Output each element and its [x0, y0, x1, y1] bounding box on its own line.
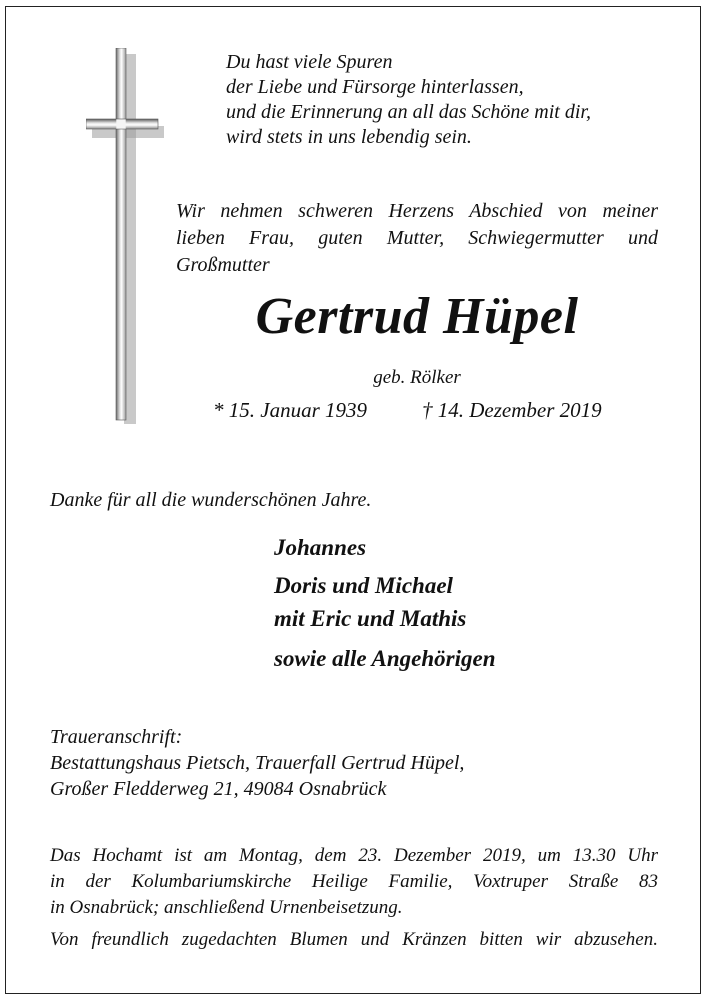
mourner-line: mit Eric und Mathis [274, 606, 467, 631]
address-line: Großer Fledderweg 21, 49084 Osnabrück [50, 778, 387, 800]
intro-line: lieben Frau, guten Mutter, Schwiegermutter und [176, 227, 658, 249]
death-date: † 14. Dezember 2019 [422, 398, 602, 422]
flowers-note: Von freundlich zugedachten Blumen und Kränzen bitten wir abzusehen. [50, 929, 658, 950]
service-line: Das Hochamt ist am Montag, dem 23. Dezember 2019, um 13.30 Uhr [50, 845, 658, 866]
farewell-intro [176, 198, 658, 279]
verse-line: und die Erinnerung an all das Schöne mit dir, [226, 101, 591, 123]
verse-line: Du hast viele Spuren [226, 51, 393, 73]
verse-line: wird stets in uns lebendig sein. [226, 126, 472, 148]
address-line: Bestattungshaus Pietsch, Trauerfall Gertrud Hüpel, [50, 752, 465, 774]
intro-line: Wir nehmen schweren Herzens Abschied von meiner [176, 200, 658, 222]
mourner-line: Doris und Michael [274, 573, 453, 598]
address-line: Traueranschrift: [50, 726, 183, 748]
verse-line: der Liebe und Fürsorge hinterlassen, [226, 76, 524, 98]
memorial-verse [226, 50, 591, 150]
birth-name: geb. Rölker [373, 367, 461, 388]
cross-icon [86, 48, 166, 424]
birth-date: * 15. Januar 1939 [213, 398, 367, 422]
deceased-name: Gertrud Hüpel [255, 288, 579, 345]
service-line: in der Kolumbariumskirche Heilige Familie, Voxtruper Straße 83 [50, 871, 658, 892]
mourning-address [50, 724, 464, 802]
service-info [50, 843, 658, 921]
service-line: in Osnabrück; anschließend Urnenbeisetzung. [50, 897, 403, 918]
intro-line: Großmutter [176, 254, 270, 276]
mourner-line: Johannes [274, 535, 367, 560]
mourner-line: sowie alle Angehörigen [274, 646, 496, 671]
thanks-line: Danke für all die wunderschönen Jahre. [50, 489, 372, 511]
